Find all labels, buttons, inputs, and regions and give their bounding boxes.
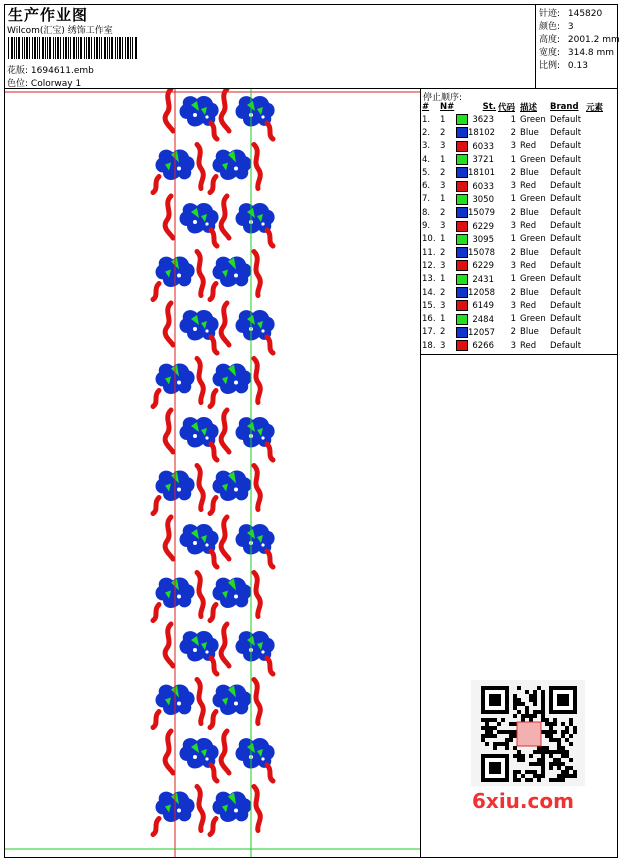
row-brand: Default <box>550 327 582 338</box>
stat-colors: 颜色: 3 <box>539 22 574 32</box>
row-index: 9. <box>422 221 431 232</box>
row-element <box>586 179 618 192</box>
row-stitches: 18101 <box>456 166 498 179</box>
row-stitches: 3721 <box>456 153 498 166</box>
row-element <box>586 259 618 272</box>
stop-sequence-title: 停止顺序: <box>423 93 463 103</box>
row-index: 18. <box>422 340 436 351</box>
row-element <box>586 126 618 139</box>
embroidery-motif <box>153 145 203 193</box>
row-brand: Default <box>550 234 582 245</box>
color-swatch <box>456 181 468 192</box>
embroidery-motif <box>153 466 203 514</box>
row-description: Red <box>520 340 537 351</box>
color-swatch <box>456 194 468 205</box>
table-row <box>422 179 618 192</box>
col-header-element: 元素 <box>586 103 604 113</box>
row-description: Red <box>520 221 537 232</box>
table-row <box>422 166 618 179</box>
design-file-label: 花版: <box>7 66 29 76</box>
table-row <box>422 273 618 286</box>
row-code: 1 <box>510 314 516 325</box>
row-brand: Default <box>550 221 582 232</box>
color-swatch <box>456 234 468 245</box>
embroidery-motif <box>221 624 275 674</box>
row-index: 14. <box>422 287 436 298</box>
table-row <box>422 113 618 126</box>
row-needle: 2 <box>440 127 446 138</box>
row-needle: 2 <box>440 287 446 298</box>
col-header-description: 描述 <box>520 103 538 113</box>
color-swatch <box>456 154 468 165</box>
row-description: Green <box>520 234 546 245</box>
row-description: Red <box>520 300 537 311</box>
row-needle: 3 <box>440 141 446 152</box>
row-index: 17. <box>422 327 436 338</box>
color-swatch <box>456 260 468 271</box>
embroidery-motif <box>165 410 219 460</box>
row-brand: Default <box>550 247 582 258</box>
embroidery-motif <box>153 787 203 835</box>
row-index: 3. <box>422 141 431 152</box>
row-code: 1 <box>510 234 516 245</box>
stat-scale: 比例: 0.13 <box>539 61 588 71</box>
table-row <box>422 339 618 352</box>
embroidery-motif <box>210 573 260 621</box>
row-brand: Default <box>550 300 582 311</box>
row-code: 2 <box>510 287 516 298</box>
colorway-label: 色位: <box>7 79 29 89</box>
row-index: 7. <box>422 194 431 205</box>
row-needle: 2 <box>440 327 446 338</box>
row-description: Red <box>520 260 537 271</box>
row-index: 12. <box>422 260 436 271</box>
color-swatch <box>456 247 468 258</box>
row-index: 5. <box>422 167 431 178</box>
row-needle: 1 <box>440 114 446 125</box>
color-swatch <box>456 221 468 232</box>
row-brand: Default <box>550 274 582 285</box>
table-row <box>422 233 618 246</box>
row-description: Green <box>520 154 546 165</box>
color-swatch <box>456 327 468 338</box>
stat-height: 高度: 2001.2 mm <box>539 35 620 45</box>
table-row <box>422 286 618 299</box>
row-element <box>586 153 618 166</box>
row-needle: 1 <box>440 234 446 245</box>
row-stitches: 15079 <box>456 206 498 219</box>
row-needle: 2 <box>440 207 446 218</box>
table-row <box>422 326 618 339</box>
row-brand: Default <box>550 340 582 351</box>
row-brand: Default <box>550 287 582 298</box>
row-code: 1 <box>510 154 516 165</box>
row-needle: 1 <box>440 194 446 205</box>
color-swatch <box>456 114 468 125</box>
row-index: 16. <box>422 314 436 325</box>
row-code: 2 <box>510 327 516 338</box>
embroidery-motif <box>210 359 260 407</box>
row-brand: Default <box>550 141 582 152</box>
table-row <box>422 193 618 206</box>
color-swatch <box>456 274 468 285</box>
row-code: 2 <box>510 127 516 138</box>
row-needle: 3 <box>440 260 446 271</box>
stat-stitches: 针迹: 145820 <box>539 9 603 19</box>
row-brand: Default <box>550 167 582 178</box>
embroidery-motif <box>153 359 203 407</box>
row-index: 11. <box>422 247 436 258</box>
row-description: Blue <box>520 207 539 218</box>
panel-divider <box>420 89 421 857</box>
embroidery-motif <box>165 196 219 246</box>
row-description: Red <box>520 181 537 192</box>
row-index: 1. <box>422 114 431 125</box>
row-description: Blue <box>520 167 539 178</box>
row-stitches: 6229 <box>456 219 498 232</box>
embroidery-motif <box>221 731 275 781</box>
row-index: 15. <box>422 300 436 311</box>
embroidery-motif <box>210 680 260 728</box>
embroidery-motif <box>153 573 203 621</box>
row-description: Blue <box>520 127 539 138</box>
row-stitches: 3050 <box>456 193 498 206</box>
row-stitches: 3623 <box>456 113 498 126</box>
row-element <box>586 273 618 286</box>
embroidery-motif <box>210 252 260 300</box>
color-swatch <box>456 287 468 298</box>
stat-width: 宽度: 314.8 mm <box>539 48 615 58</box>
table-row <box>422 219 618 232</box>
row-description: Blue <box>520 327 539 338</box>
row-stitches: 15078 <box>456 246 498 259</box>
header-divider <box>535 4 536 88</box>
col-header-brand: Brand <box>550 102 579 112</box>
embroidery-motif <box>210 145 260 193</box>
row-element <box>586 113 618 126</box>
table-row <box>422 312 618 325</box>
row-element <box>586 233 618 246</box>
embroidery-motif <box>221 303 275 353</box>
table-row <box>422 259 618 272</box>
row-element <box>586 166 618 179</box>
color-swatch <box>456 167 468 178</box>
row-description: Blue <box>520 287 539 298</box>
embroidery-motif <box>165 303 219 353</box>
row-stitches: 6033 <box>456 179 498 192</box>
color-swatch <box>456 340 468 351</box>
row-code: 1 <box>510 194 516 205</box>
table-header-row <box>422 101 618 113</box>
row-brand: Default <box>550 260 582 271</box>
row-needle: 3 <box>440 300 446 311</box>
embroidery-motif <box>165 89 219 139</box>
row-description: Green <box>520 114 546 125</box>
table-row <box>422 153 618 166</box>
row-code: 3 <box>510 340 516 351</box>
row-element <box>586 286 618 299</box>
embroidery-motif <box>165 731 219 781</box>
row-stitches: 3095 <box>456 233 498 246</box>
row-needle: 1 <box>440 274 446 285</box>
row-stitches: 12057 <box>456 326 498 339</box>
row-stitches: 6149 <box>456 299 498 312</box>
row-index: 13. <box>422 274 436 285</box>
row-description: Red <box>520 141 537 152</box>
embroidery-motif <box>153 680 203 728</box>
row-needle: 2 <box>440 167 446 178</box>
row-code: 3 <box>510 221 516 232</box>
color-swatch <box>456 127 468 138</box>
row-stitches: 2431 <box>456 273 498 286</box>
row-element <box>586 219 618 232</box>
stop-sequence-table <box>422 101 618 352</box>
table-bottom-line <box>420 354 618 355</box>
row-element <box>586 339 618 352</box>
row-brand: Default <box>550 207 582 218</box>
embroidery-motif <box>221 89 275 139</box>
row-element <box>586 326 618 339</box>
row-stitches: 12058 <box>456 286 498 299</box>
row-needle: 1 <box>440 314 446 325</box>
embroidery-motif <box>210 466 260 514</box>
row-needle: 3 <box>440 221 446 232</box>
row-brand: Default <box>550 314 582 325</box>
colorway-name: Colorway 1 <box>30 79 82 89</box>
col-header-index: # <box>422 102 430 112</box>
table-row <box>422 206 618 219</box>
colorway-line <box>7 76 81 89</box>
table-row <box>422 246 618 259</box>
embroidery-motif <box>153 252 203 300</box>
row-brand: Default <box>550 194 582 205</box>
row-description: Green <box>520 274 546 285</box>
row-needle: 3 <box>440 181 446 192</box>
color-swatch <box>456 314 468 325</box>
row-brand: Default <box>550 154 582 165</box>
row-needle: 2 <box>440 247 446 258</box>
design-file-name: 1694611.emb <box>30 66 94 76</box>
row-code: 3 <box>510 181 516 192</box>
row-code: 1 <box>510 114 516 125</box>
row-element <box>586 299 618 312</box>
row-index: 8. <box>422 207 431 218</box>
row-stitches: 6033 <box>456 140 498 153</box>
row-needle: 3 <box>440 340 446 351</box>
site-logo: 6xiu.com <box>472 789 574 813</box>
page-title: 生产作业图 <box>8 6 89 24</box>
color-swatch <box>456 141 468 152</box>
embroidery-motif <box>165 517 219 567</box>
row-element <box>586 206 618 219</box>
color-swatch <box>456 300 468 311</box>
row-needle: 1 <box>440 154 446 165</box>
row-description: Green <box>520 314 546 325</box>
row-stitches: 2484 <box>456 312 498 325</box>
row-description: Green <box>520 194 546 205</box>
col-header-code: 代码 <box>498 103 516 113</box>
row-index: 10. <box>422 234 436 245</box>
row-index: 2. <box>422 127 431 138</box>
design-file-line <box>7 63 94 76</box>
row-code: 2 <box>510 247 516 258</box>
row-code: 3 <box>510 300 516 311</box>
table-row <box>422 299 618 312</box>
embroidery-motif <box>221 196 275 246</box>
qr-code-image <box>471 680 585 786</box>
row-code: 2 <box>510 207 516 218</box>
row-stitches: 18102 <box>456 126 498 139</box>
row-brand: Default <box>550 127 582 138</box>
col-header-needle: N# <box>440 102 455 112</box>
color-swatch <box>456 207 468 218</box>
col-header-stitches: St. <box>482 102 496 112</box>
row-brand: Default <box>550 181 582 192</box>
row-code: 3 <box>510 260 516 271</box>
row-index: 6. <box>422 181 431 192</box>
row-element <box>586 193 618 206</box>
row-code: 3 <box>510 141 516 152</box>
embroidery-motif <box>221 517 275 567</box>
row-code: 2 <box>510 167 516 178</box>
embroidery-motif <box>210 787 260 835</box>
row-element <box>586 312 618 325</box>
barcode-image <box>8 37 140 59</box>
row-element <box>586 246 618 259</box>
row-index: 4. <box>422 154 431 165</box>
embroidery-motif <box>221 410 275 460</box>
table-row <box>422 140 618 153</box>
table-row <box>422 126 618 139</box>
row-stitches: 6266 <box>456 339 498 352</box>
row-brand: Default <box>550 114 582 125</box>
row-stitches: 6229 <box>456 259 498 272</box>
embroidery-motif <box>165 624 219 674</box>
embroidery-design-preview <box>5 89 420 857</box>
row-element <box>586 140 618 153</box>
row-description: Blue <box>520 247 539 258</box>
company-name: Wilcom(汇宝) 绣饰工作室 <box>7 26 113 36</box>
row-code: 1 <box>510 274 516 285</box>
